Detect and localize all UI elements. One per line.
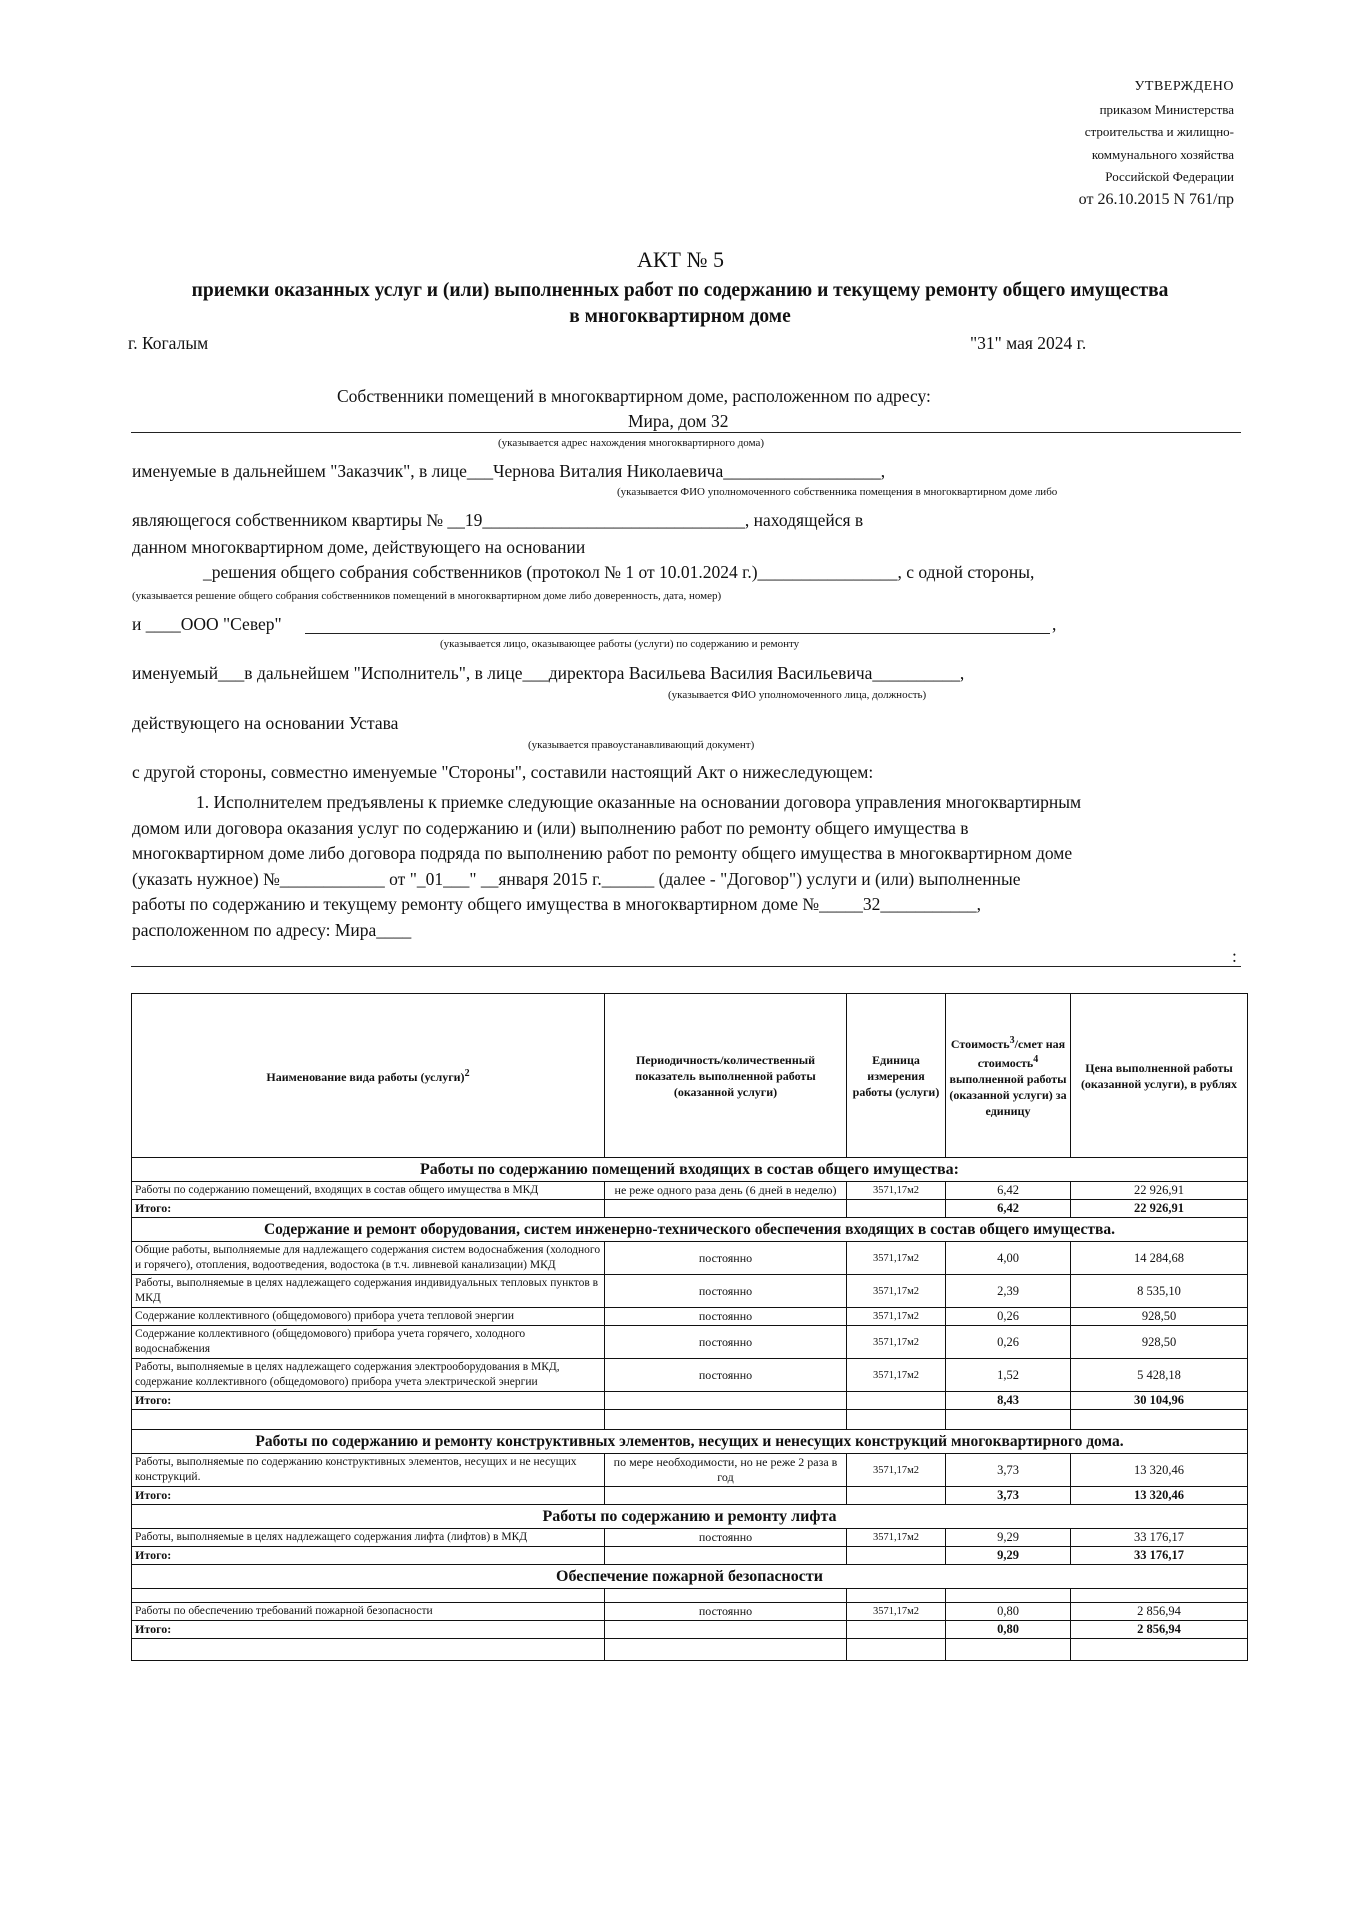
work-unit: 3571,17м2 [847,1454,946,1487]
act-date: "31" мая 2024 г. [970,333,1087,353]
work-unit-cost: 0,80 [946,1603,1071,1621]
empty-cell [946,1589,1071,1603]
empty-row [132,1410,1248,1430]
table-row [132,1308,1248,1326]
header-unit-cost: Стоимость$^3$/смет ная стоимость$^4$ выполненной работы (оказанной услуги) за единицу [946,994,1071,1158]
work-unit: 3571,17м2 [847,1359,946,1392]
table-row [132,1529,1248,1547]
work-unit-cost: 2,39 [946,1275,1071,1308]
work-unit: 3571,17м2 [847,1326,946,1359]
work-price: 13 320,46 [1071,1454,1248,1487]
empty-cell [1071,1639,1248,1661]
act-title: АКТ № 5 [637,247,724,272]
empty-cell [132,1639,605,1661]
empty-cell [605,1392,847,1410]
total-cost: 3,73 [946,1487,1071,1505]
empty-cell [605,1547,847,1565]
work-name: Общие работы, выполняемые для надлежащего содержания систем водоснабжения (холодного и горячего), отопления, водоотведения, водостока (в т.ч. ливневой канализации) МКД [132,1242,605,1275]
act-subtitle-line: в многоквартирном доме [569,306,791,327]
act-city: г. Когалым [128,333,209,353]
approval-line: от 26.10.2015 N 761/пр [1078,190,1234,208]
approval-line: приказом Министерства [1099,101,1234,117]
empty-cell [847,1410,946,1430]
empty-cell [847,1639,946,1661]
work-name: Работы, выполняемые в целях надлежащего содержания лифта (лифтов) в МКД [132,1529,605,1547]
total-cost: 8,43 [946,1392,1071,1410]
empty-cell [847,1487,946,1505]
work-name: Работы по обеспечению требований пожарной безопасности [132,1603,605,1621]
empty-row [132,1589,1248,1603]
work-price: 33 176,17 [1071,1529,1248,1547]
total-price: 33 176,17 [1071,1547,1248,1565]
table-row [132,1275,1248,1308]
work-unit: 3571,17м2 [847,1603,946,1621]
contractor-person-line: именуемый___в дальнейшем "Исполнитель", в лице___директора Васильева Василия Васильевича__________, [132,663,965,683]
total-label: Итого: [132,1621,605,1639]
section-title: Обеспечение пожарной безопасности [132,1565,1248,1589]
section-row [132,1430,1248,1454]
empty-cell [847,1589,946,1603]
table-row [132,1359,1248,1392]
section-title: Содержание и ремонт оборудования, систем инженерно-технического обеспечения входящих в состав общего имущества. [132,1218,1248,1242]
clause-line: работы по содержанию и текущему ремонту общего имущества в многоквартирном доме №_____32___________, [132,894,981,914]
work-periodicity: постоянно [605,1308,847,1326]
contractor-hint: (указывается лицо, оказывающее работы (услуги) по содержанию и ремонту [440,638,800,650]
table-header-row [132,994,1248,1158]
table-row [132,1242,1248,1275]
clause-line: 1. Исполнителем предъявлены к приемке следующие оказанные на основании договора управления многоквартирным [196,792,1082,812]
empty-cell [847,1547,946,1565]
empty-cell [605,1621,847,1639]
contractor-person-hint: (указывается ФИО уполномоченного лица, должность) [668,689,927,701]
table-row [132,1182,1248,1200]
section-row [132,1218,1248,1242]
work-price: 928,50 [1071,1326,1248,1359]
act-subtitle [125,278,1235,330]
total-label: Итого: [132,1487,605,1505]
section-title: Работы по содержанию и ремонту конструктивных элементов, несущих и ненесущих конструкций многоквартирного дома. [132,1430,1248,1454]
total-row [132,1392,1248,1410]
act-subtitle-line: приемки оказанных услуг и (или) выполненных работ по содержанию и текущему ремонту общего имущества [191,280,1169,301]
total-cost: 9,29 [946,1547,1071,1565]
work-periodicity: постоянно [605,1359,847,1392]
basis-hint: (указывается решение общего собрания собственников помещений в многоквартирном доме либо доверенность, дата, номер) [132,590,722,602]
work-price: 8 535,10 [1071,1275,1248,1308]
acting-basis-line: действующего на основании Устава [132,713,399,733]
acting-basis-hint: (указывается правоустанавливающий документ) [528,739,755,751]
section-row [132,1505,1248,1529]
work-price: 5 428,18 [1071,1359,1248,1392]
total-label: Итого: [132,1392,605,1410]
total-label: Итого: [132,1547,605,1565]
work-unit: 3571,17м2 [847,1308,946,1326]
work-periodicity: постоянно [605,1242,847,1275]
total-price: 2 856,94 [1071,1621,1248,1639]
total-row [132,1621,1248,1639]
work-periodicity: постоянно [605,1275,847,1308]
contractor-name: и ____ООО "Север" [132,614,282,634]
work-unit-cost: 3,73 [946,1454,1071,1487]
header-unit: Единица измерения работы (услуги) [847,994,946,1158]
parties-together-line: с другой стороны, совместно именуемые "Стороны", составили настоящий Акт о нижеследующем: [132,762,874,782]
table-row [132,1454,1248,1487]
clause-colon: : [1232,946,1237,966]
work-periodicity: постоянно [605,1529,847,1547]
work-unit: 3571,17м2 [847,1242,946,1275]
work-unit-cost: 0,26 [946,1326,1071,1359]
table-row [132,1603,1248,1621]
header-periodicity: Периодичность/количественный показатель выполненной работы (оказанной услуги) [605,994,847,1158]
basis-line: _решения общего собрания собственников (протокол № 1 от 10.01.2024 г.)________________, с одной стороны, [203,562,1035,582]
header-price: Цена выполненной работы (оказанной услуги), в рублях [1071,994,1248,1158]
clause-line: (указать нужное) №____________ от "_01___" __января 2015 г.______ (далее - "Договор") услуги и (или) выполненные [132,868,1021,889]
owner-line: являющегося собственником квартиры № __19______________________________, находящейся в [132,510,864,530]
empty-row [132,1639,1248,1661]
total-price: 22 926,91 [1071,1200,1248,1218]
approval-line: строительства и жилищно- [1084,124,1234,139]
empty-cell [605,1200,847,1218]
total-row [132,1200,1248,1218]
empty-cell [847,1621,946,1639]
work-name: Работы по содержанию помещений, входящих в состав общего имущества в МКД [132,1182,605,1200]
total-label: Итого: [132,1200,605,1218]
total-price: 30 104,96 [1071,1392,1248,1410]
empty-cell [946,1639,1071,1661]
owners-intro: Собственники помещений в многоквартирном доме, расположенном по адресу: [337,386,931,406]
clause-address-underline [131,966,1241,967]
work-name: Работы, выполняемые в целях надлежащего содержания электрооборудования в МКД, содержание коллективного (общедомового) прибора учета электрической энергии [132,1359,605,1392]
work-unit: 3571,17м2 [847,1182,946,1200]
work-unit-cost: 1,52 [946,1359,1071,1392]
empty-cell [605,1410,847,1430]
work-name: Работы, выполняемые по содержанию конструктивных элементов, несущих и не несущих конструкций. [132,1454,605,1487]
section-row [132,1158,1248,1182]
empty-cell [847,1200,946,1218]
table-row [132,1326,1248,1359]
work-name: Содержание коллективного (общедомового) прибора учета тепловой энергии [132,1308,605,1326]
section-row [132,1565,1248,1589]
empty-cell [605,1487,847,1505]
work-unit-cost: 4,00 [946,1242,1071,1275]
clause-line: многоквартирном доме либо договора подряда по выполнению работ по ремонту общего имущества в многоквартирном доме [132,843,1073,863]
contractor-comma: , [1052,614,1057,634]
works-table [131,993,1248,1661]
empty-cell [847,1392,946,1410]
address-underline [131,432,1241,433]
work-unit: 3571,17м2 [847,1529,946,1547]
work-periodicity: постоянно [605,1603,847,1621]
total-row [132,1547,1248,1565]
customer-line: именуемые в дальнейшем "Заказчик", в лице___Чернова Виталия Николаевича__________________, [132,461,886,481]
header-work-name: Наименование вида работы (услуги)$^2$ [132,994,605,1158]
empty-cell [132,1410,605,1430]
empty-cell [132,1589,605,1603]
empty-cell [605,1639,847,1661]
clause-line: расположенном по адресу: Мира____ [132,919,412,940]
empty-cell [946,1410,1071,1430]
work-name: Содержание коллективного (общедомового) прибора учета горячего, холодного водоснабжения [132,1326,605,1359]
work-unit-cost: 9,29 [946,1529,1071,1547]
total-row [132,1487,1248,1505]
section-title: Работы по содержанию помещений входящих в состав общего имущества: [132,1158,1248,1182]
total-cost: 6,42 [946,1200,1071,1218]
work-unit-cost: 0,26 [946,1308,1071,1326]
address-hint: (указывается адрес нахождения многоквартирного дома) [498,437,765,449]
section-title: Работы по содержанию и ремонту лифта [132,1505,1248,1529]
house-line: данном многоквартирном доме, действующего на основании [132,537,586,557]
work-price: 22 926,91 [1071,1182,1248,1200]
approval-line: Российской Федерации [1105,169,1234,184]
work-unit: 3571,17м2 [847,1275,946,1308]
total-cost: 0,80 [946,1621,1071,1639]
empty-cell [605,1589,847,1603]
work-price: 928,50 [1071,1308,1248,1326]
customer-hint: (указывается ФИО уполномоченного собственника помещения в многоквартирном доме либо [617,486,1058,498]
approval-line: коммунального хозяйства [1091,146,1234,162]
house-address: Мира, дом 32 [628,411,729,431]
work-unit-cost: 6,42 [946,1182,1071,1200]
clause-1 [132,790,1240,943]
total-price: 13 320,46 [1071,1487,1248,1505]
empty-cell [1071,1589,1248,1603]
contractor-underline [305,633,1050,634]
work-periodicity: по мере необходимости, но не реже 2 раза в год [605,1454,847,1487]
work-name: Работы, выполняемые в целях надлежащего содержания индивидуальных тепловых пунктов в МКД [132,1275,605,1308]
empty-cell [1071,1410,1248,1430]
work-price: 14 284,68 [1071,1242,1248,1275]
work-periodicity: не реже одного раза день (6 дней в неделю) [605,1182,847,1200]
work-price: 2 856,94 [1071,1603,1248,1621]
work-periodicity: постоянно [605,1326,847,1359]
approval-stamp-block [1079,76,1234,211]
clause-line: домом или договора оказания услуг по содержанию и (или) выполнению работ по ремонту общего имущества в [132,817,969,838]
approval-line: УТВЕРЖДЕНО [1134,79,1234,94]
